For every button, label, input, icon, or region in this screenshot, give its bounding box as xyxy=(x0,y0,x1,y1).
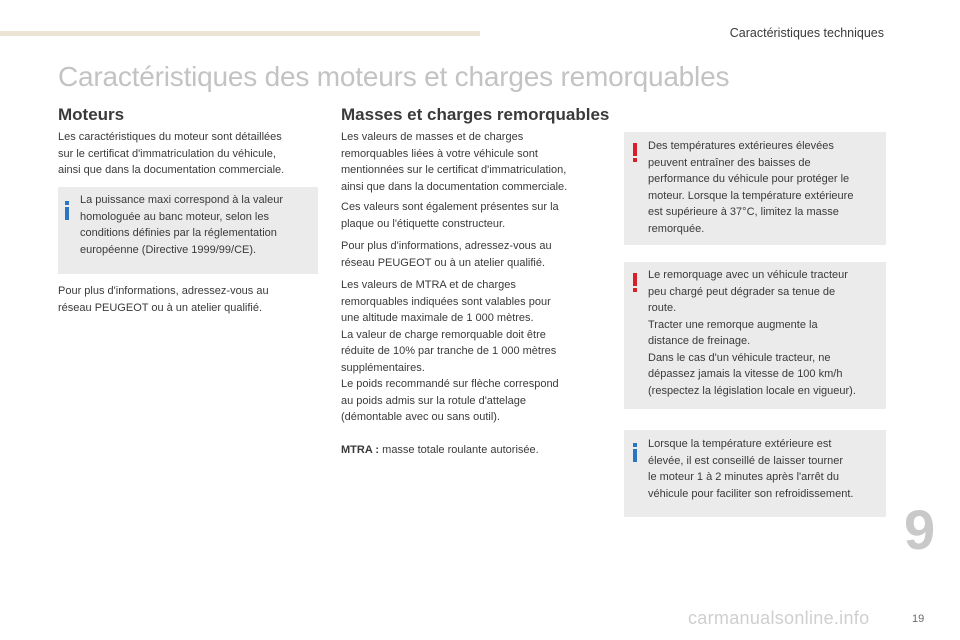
watermark: carmanualsonline.info xyxy=(688,608,870,628)
header-accent-bar xyxy=(0,31,480,36)
mtra-label: MTRA : xyxy=(341,444,380,456)
masses-p1: Les valeurs de masses et de charges remorquables liées à votre véhicule sont mentionnées sur le certificat d'immatriculation, ainsi que dans la documentation commerciale. xyxy=(341,131,568,193)
info-icon xyxy=(633,443,637,462)
moteurs-intro: Les caractéristiques du moteur sont détaillées sur le certificat d'immatriculation du véhicule, ainsi que dans la documentation commerciale. xyxy=(58,131,285,176)
warning-box-temperature: Des températures extérieures élevées peuvent entraîner des baisses de performance du véhicule pour protéger le moteur. Lorsque la température extérieure est supérieure à 37°C, limitez la masse remorquée. xyxy=(624,132,886,245)
heading-moteurs: Moteurs xyxy=(58,105,125,124)
chapter-number: 9 xyxy=(904,498,936,561)
warning-icon xyxy=(633,143,637,162)
info-icon xyxy=(65,201,69,220)
mtra-text: masse totale roulante autorisée. xyxy=(379,444,539,456)
section-header: Caractéristiques techniques xyxy=(729,26,884,40)
mtra-definition xyxy=(341,442,539,459)
heading-masses: Masses et charges remorquables xyxy=(341,105,610,124)
masses-p4: Les valeurs de MTRA et de charges remorquables indiquées sont valables pour une altitude maximale de 1 000 mètres. La valeur de charge remorquable doit être réduite de 10% par tranche de 1 000 mètres supplémentaires. Le poids recommandé sur flèche correspond au poids admis sur la rotule d'attelage (démontable avec ou sans outil). xyxy=(341,279,559,423)
info-box-refroidissement: Lorsque la température extérieure est élevée, il est conseillé de laisser tourner le moteur 1 à 2 minutes après l'arrêt du véhicule pour faciliter son refroidissement. xyxy=(624,430,886,517)
warning-box-remorquage: Le remorquage avec un véhicule tracteur peu chargé peut dégrader sa tenue de route. Tracter une remorque augmente la distance de freinage. Dans le cas d'un véhicule tracteur, ne dépassez jamais la vitesse de 100 km/h (respectez la législation locale en vigueur). xyxy=(624,262,886,409)
page-title: Caractéristiques des moteurs et charges remorquables xyxy=(58,61,730,92)
warning-icon xyxy=(633,273,637,292)
masses-p3: Pour plus d'informations, adressez-vous au réseau PEUGEOT ou à un atelier qualifié. xyxy=(341,240,552,269)
info-box-puissance: La puissance maxi correspond à la valeur homologuée au banc moteur, selon les conditions définies par la réglementation européenne (Directive 1999/99/CE). xyxy=(58,187,318,274)
page-number: 19 xyxy=(912,613,925,625)
moteurs-outro: Pour plus d'informations, adressez-vous au réseau PEUGEOT ou à un atelier qualifié. xyxy=(58,285,269,314)
masses-p2: Ces valeurs sont également présentes sur la plaque ou l'étiquette constructeur. xyxy=(341,201,559,230)
